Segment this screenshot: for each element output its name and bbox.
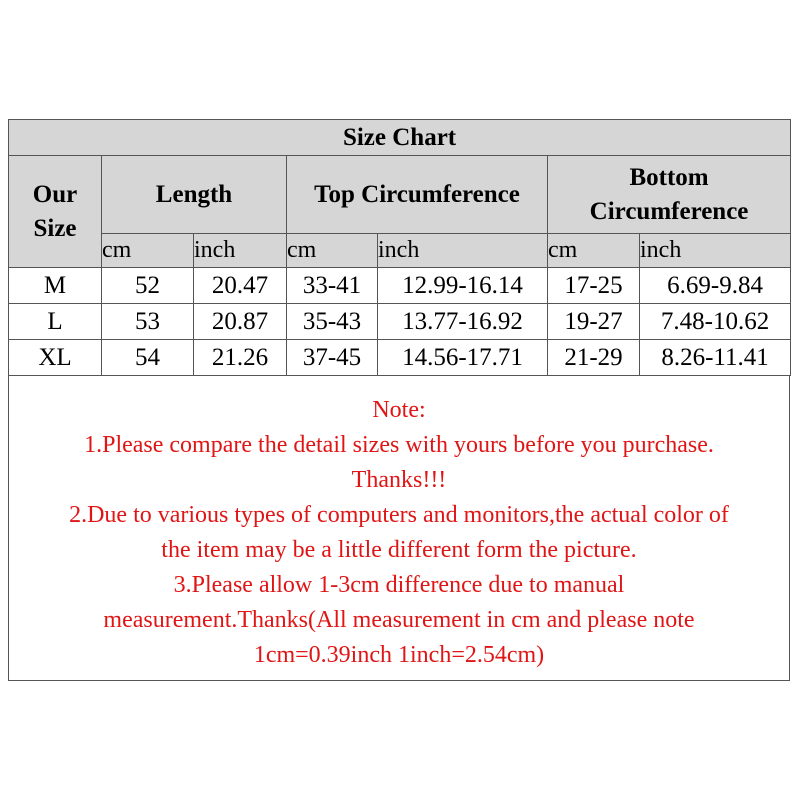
value-cell: 21-29 (548, 340, 640, 376)
note-line: measurement.Thanks(All measurement in cm and please note (103, 607, 695, 633)
size-cell: L (9, 304, 102, 340)
value-cell: 33-41 (287, 268, 378, 304)
note-line: Note: (372, 397, 426, 423)
value-cell: 52 (102, 268, 194, 304)
value-cell: 12.99-16.14 (378, 268, 548, 304)
value-cell: 8.26-11.41 (640, 340, 791, 376)
title-row (9, 120, 791, 156)
value-cell: 35-43 (287, 304, 378, 340)
unit-row (9, 234, 791, 268)
value-cell: 19-27 (548, 304, 640, 340)
value-cell: 20.47 (194, 268, 287, 304)
value-cell: 20.87 (194, 304, 287, 340)
header-bottom-circumference: Bottom Circumference (548, 156, 791, 234)
size-chart-table (8, 119, 791, 376)
table-row (9, 268, 791, 304)
value-cell: 6.69-9.84 (640, 268, 791, 304)
value-cell: 53 (102, 304, 194, 340)
header-top-circumference: Top Circumference (287, 156, 548, 234)
note-line: 2.Due to various types of computers and monitors,the actual color of (69, 502, 729, 528)
unit-cell: cm (102, 234, 194, 268)
value-cell: 17-25 (548, 268, 640, 304)
unit-cell: inch (194, 234, 287, 268)
value-cell: 13.77-16.92 (378, 304, 548, 340)
unit-cell: inch (640, 234, 791, 268)
unit-cell: inch (378, 234, 548, 268)
unit-cell: cm (287, 234, 378, 268)
note-line: 3.Please allow 1-3cm difference due to manual (173, 572, 625, 598)
size-cell: M (9, 268, 102, 304)
value-cell: 37-45 (287, 340, 378, 376)
note-line: the item may be a little different form the picture. (161, 537, 637, 563)
note-block (8, 393, 790, 673)
note-line: Thanks!!! (351, 467, 447, 493)
chart-title: Size Chart (9, 120, 791, 156)
value-cell: 7.48-10.62 (640, 304, 791, 340)
unit-cell: cm (548, 234, 640, 268)
table-row (9, 340, 791, 376)
value-cell: 14.56-17.71 (378, 340, 548, 376)
header-our-size: Our Size (9, 156, 102, 268)
size-cell: XL (9, 340, 102, 376)
value-cell: 21.26 (194, 340, 287, 376)
note-line: 1cm=0.39inch 1inch=2.54cm) (253, 642, 545, 668)
note-line: 1.Please compare the detail sizes with yours before you purchase. (84, 432, 714, 458)
value-cell: 54 (102, 340, 194, 376)
header-length: Length (102, 156, 287, 234)
table-row (9, 304, 791, 340)
group-header-row (9, 156, 791, 234)
